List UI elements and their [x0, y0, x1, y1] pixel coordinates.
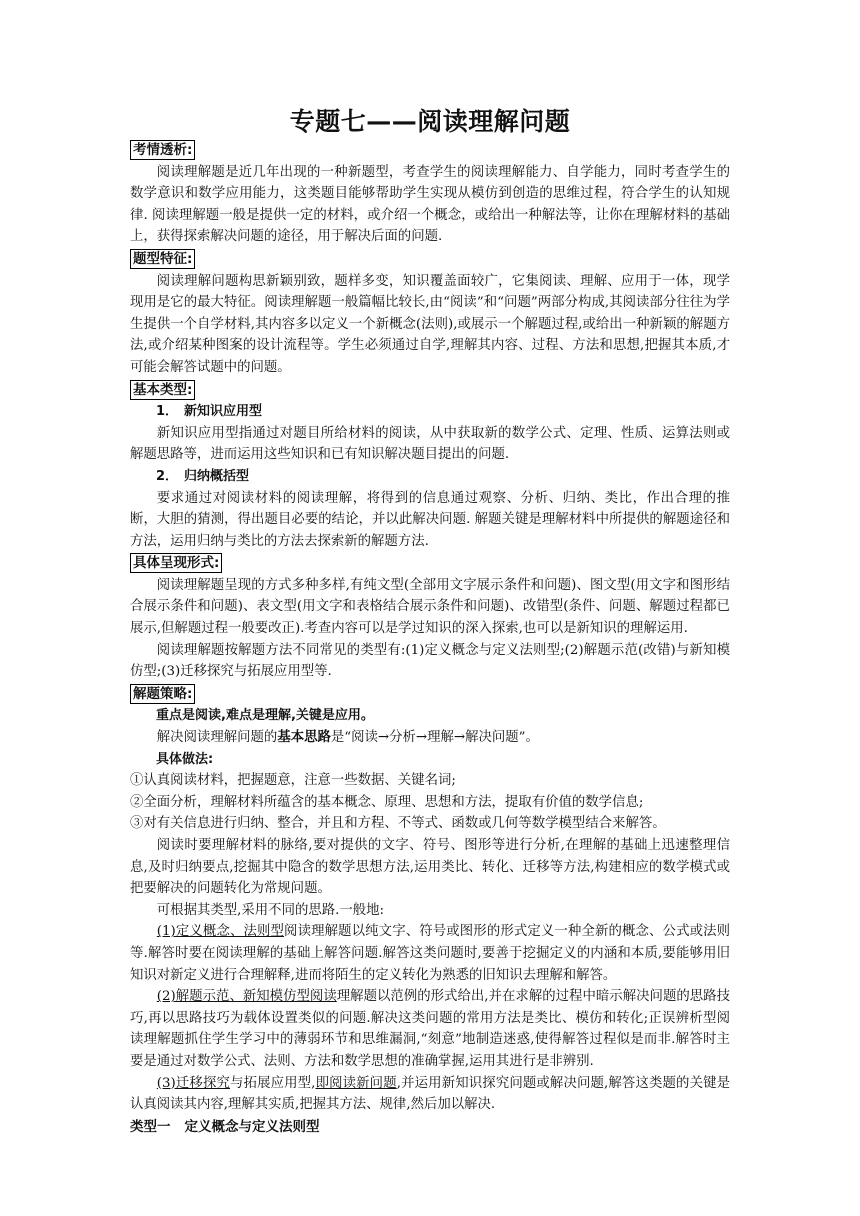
paragraph: 阅读理解题是近几年出现的一种新题型，考查学生的阅读理解能力、自学能力，同时考查学生的数学意识和数学应用能力，这类题目能够帮助学生实现从模仿到创造的思维过程，符合学生的认知规律. 阅读理解题一般是提供一定的材料，或介绍一个概念，或给出一种解法等，让你在理解材料的基础上，获得探索解决问题的途径，用于解决后面的问题.: [130, 164, 730, 245]
section-heading: 考情透析:: [130, 140, 195, 160]
underlined-text: (2)解题示范、新知模仿型阅读: [156, 989, 337, 1005]
paragraph: 可根据其类型,采用不同的思路.一般地:: [156, 902, 385, 918]
text-span: 理解题以范例的形式给出,并在求解的过程中暗示解决问题的思路技巧,再以思路技巧为载体设置类似的问题.解决这类问题的常用方法是类比、模仿和转化;正误辨析型阅读理解题抓住学生学习中的薄弱环节和思维漏洞,“刻意”地制造迷惑,使得解答过程似是而非.解答时主要是通过对数学公式、法则、方法和数学思想的准确掌握,运用其进行是非辨别.: [130, 989, 730, 1069]
list-item: ②全面分析，理解材料所蕴含的基本概念、原理、思想和方法，提取有价值的数学信息;: [130, 794, 644, 810]
text-span: 是“阅读→分析→理解→解决问题”。: [330, 730, 539, 746]
section-basic-types: [130, 379, 730, 553]
subheading-title: 归纳概括型: [184, 468, 250, 484]
paragraph: 阅读理解问题构思新颖别致，题样多变，知识覆盖面较广，它集阅读、理解、应用于一体，现学现用是它的最大特征。阅读理解题一般篇幅比较长,由“阅读”和“问题”两部分构成,其阅读部分往往为学生提供一个自学材料,其内容多以定义一个新概念(法则),或展示一个解题过程,或给出一种新颖的解题方法,或介绍某种图案的设计流程等。学生必须通过自学,理解其内容、过程、方法和思想,把握其本质,才可能会解答试题中的问题。: [130, 273, 730, 375]
text-span: 与拓展应用型,: [230, 1075, 316, 1091]
key-point: 重点是阅读,难点是理解,关键是应用。: [156, 708, 374, 724]
method-title: 具体做法:: [156, 751, 214, 767]
subheading: [130, 401, 730, 423]
section-solving-strategy: [130, 683, 730, 1116]
text-span: 阅读理解题以纯文字、符号或图形的形式定义一种全新的概念、公式或法则等.解答时要在阅读理解的基础上解答问题.解答这类问题时,要善于挖掘定义的内涵和本质,要能够用旧知识对新定义进行合理解释,进而将陌生的定义转化为熟悉的旧知识去理解和解答。: [130, 924, 731, 983]
paragraph: 新知识应用型指通过对题目所给材料的阅读，从中获取新的数学公式、定理、性质、运算法则或解题思路等，进而运用这些知识和已有知识解决题目提出的问题.: [130, 425, 730, 463]
section-presentation-forms: [130, 552, 730, 683]
list-item: ③对有关信息进行归纳、整合，并且和方程、不等式、函数或几何等数学模型结合来解答。: [130, 816, 666, 832]
page-title: 专题七——阅读理解问题: [289, 107, 571, 136]
subheading-title: 新知识应用型: [184, 404, 263, 420]
bold-text: 基本思路: [277, 730, 331, 746]
subheading-number: 2．: [156, 468, 179, 484]
subheading: [130, 466, 730, 488]
text-span: 解决阅读理解问题的: [156, 730, 278, 746]
underlined-text: (3)迁移探究: [156, 1075, 231, 1091]
list-item: ①认真阅读材料，把握题意，注意一些数据、关键名词;: [130, 773, 456, 789]
paragraph: [130, 986, 730, 1072]
paragraph: 阅读时要理解材料的脉络,要对提供的文字、符号、图形等进行分析,在理解的基础上迅速整理信息,及时归纳要点,挖掘其中隐含的数学思想方法,运用类比、转化、迁移等方法,构建相应的数学模式或把要解决的问题转化为常规问题。: [130, 838, 730, 897]
paragraph: 阅读理解题按解题方法不同常见的类型有:(1)定义概念与定义法则型;(2)解题示范(改错)与新知模仿型;(3)迁移探究与拓展应用型等.: [130, 642, 730, 680]
section-heading: 解题策略:: [130, 684, 195, 704]
text-span: ,并运用新知识探究问题或解决问题,解答这类题的关键是认真阅读其内容,理解其实质,把握其方法、规律,然后加以解决.: [130, 1075, 731, 1113]
section-exam-analysis: [130, 139, 730, 248]
section-heading: 题型特征:: [130, 249, 195, 269]
subheading-number: 1．: [156, 404, 179, 420]
type-heading: [130, 1117, 730, 1139]
underlined-text: (1)定义概念、法则型: [156, 924, 285, 940]
section-heading: 具体呈现形式:: [130, 553, 222, 573]
section-heading: 基本类型:: [130, 380, 195, 400]
paragraph: 要求通过对阅读材料的阅读理解，将得到的信息通过观察、分析、归纳、类比，作出合理的推断，大胆的猜测，得出题目必要的结论，并以此解决问题. 解题关键是理解材料中所提供的解题途径和方法，运用归纳与类比的方法去探索新的解题方法.: [130, 490, 730, 549]
type-label: 类型一: [130, 1118, 171, 1135]
document-content: [130, 104, 730, 1138]
paragraph: [130, 1073, 730, 1116]
paragraph: [130, 921, 730, 986]
paragraph: [130, 727, 730, 749]
underlined-text: 即阅读新问题: [315, 1075, 397, 1091]
type-title: 定义概念与定义法则型: [184, 1118, 320, 1135]
paragraph: 阅读理解题呈现的方式多种多样,有纯文型(全部用文字展示条件和问题)、图文型(用文字和图形结合展示条件和问题)、表文型(用文字和表格结合展示条件和问题)、改错型(条件、问题、解题过程都已展示,但解题过程一般要改正).考查内容可以是学过知识的深入探索,也可以是新知识的理解运用.: [130, 577, 730, 637]
section-question-features: [130, 248, 730, 379]
